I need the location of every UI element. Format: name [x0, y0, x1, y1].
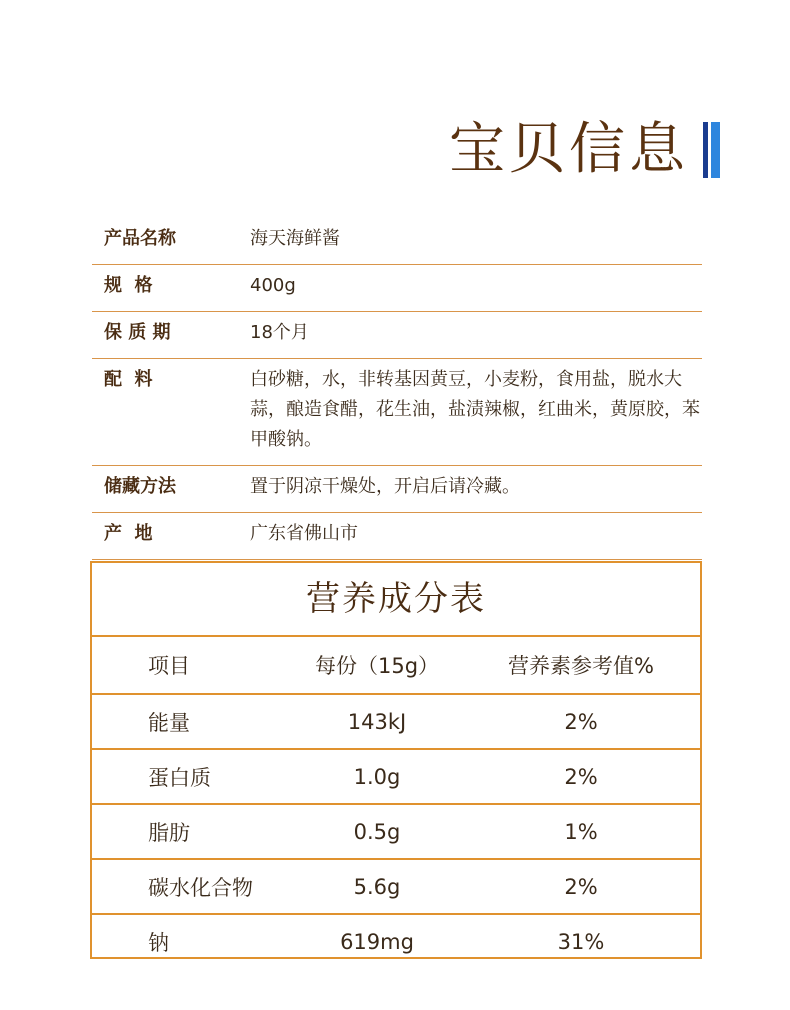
nutrient-name: 碳水化合物 [148, 875, 253, 900]
nutrition-header-row [92, 637, 700, 695]
info-key: 产品名称 [104, 228, 176, 249]
header-nrv: 营养素参考值% [508, 654, 654, 678]
info-row-name [92, 218, 702, 265]
info-row-origin [92, 513, 702, 560]
table-row [92, 695, 700, 750]
header-per-serving: 每份（15g） [314, 654, 440, 678]
nutrient-nrv: 1% [564, 819, 598, 844]
info-key: 保 质 期 [104, 322, 171, 343]
table-row [92, 805, 700, 860]
info-key: 储藏方法 [104, 476, 176, 497]
info-row-spec [92, 265, 702, 312]
page-title-block [449, 112, 720, 188]
header-item: 项目 [148, 654, 190, 678]
nutrient-amount: 1.0g [353, 764, 401, 789]
nutrient-name: 能量 [148, 710, 190, 735]
title-accent-bars [703, 122, 720, 178]
info-key: 产 地 [104, 523, 153, 544]
table-row [92, 860, 700, 915]
info-key: 配 料 [104, 369, 153, 390]
table-row [92, 915, 700, 968]
accent-bar-dark [703, 122, 708, 178]
info-value: 广东省佛山市 [250, 523, 358, 544]
table-row [92, 750, 700, 805]
accent-bar-light [711, 122, 720, 178]
nutrition-title: 营养成分表 [92, 563, 700, 637]
nutrient-name: 蛋白质 [148, 765, 211, 790]
nutrient-name: 脂肪 [148, 820, 190, 845]
nutrient-nrv: 2% [564, 764, 598, 789]
info-value: 白砂糖，水，非转基因黄豆，小麦粉，食用盐，脱水大蒜，酿造食醋，花生油，盐渍辣椒，红曲米，黄原胶，苯甲酸钠。 [250, 369, 700, 450]
info-value: 海天海鲜酱 [250, 228, 340, 249]
nutrient-nrv: 31% [557, 929, 605, 954]
nutrient-nrv: 2% [564, 874, 598, 899]
info-row-shelf-life [92, 312, 702, 359]
page-title: 宝贝信息 [449, 117, 689, 182]
nutrient-name: 钠 [148, 930, 169, 955]
info-value: 400g [250, 275, 296, 296]
nutrient-nrv: 2% [564, 709, 598, 734]
product-info-list [92, 218, 702, 560]
info-row-ingredients [92, 359, 702, 466]
nutrient-amount: 143kJ [347, 709, 407, 734]
nutrient-amount: 0.5g [353, 819, 401, 844]
nutrient-amount: 5.6g [353, 874, 401, 899]
info-row-storage [92, 466, 702, 513]
info-value: 置于阴凉干燥处，开启后请冷藏。 [250, 476, 520, 497]
nutrition-table [90, 561, 702, 959]
info-key: 规 格 [104, 275, 153, 296]
info-value: 18个月 [250, 322, 309, 343]
nutrient-amount: 619mg [340, 929, 414, 954]
